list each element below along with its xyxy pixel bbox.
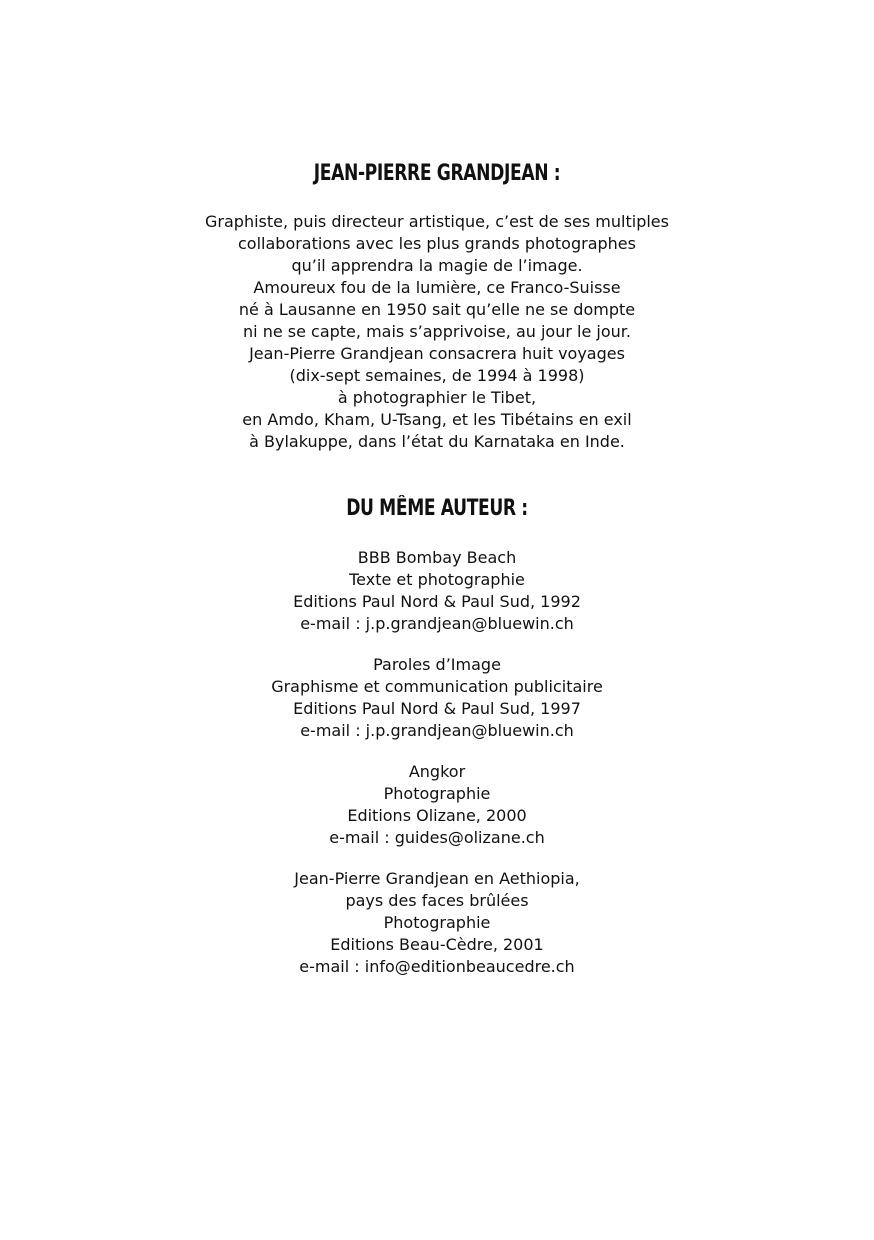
- book-genre: Photographie: [383, 913, 491, 932]
- book-entry-paroles-d-image: [0, 654, 874, 742]
- book-publisher: Editions Paul Nord & Paul Sud, 1997: [293, 699, 581, 718]
- book-subtitle: pays des faces brûlées: [345, 891, 529, 910]
- bio-line: collaborations avec les plus grands photographes: [238, 234, 636, 253]
- book-genre: Texte et photographie: [349, 570, 525, 589]
- bibliography-list: [0, 547, 874, 997]
- book-title: BBB Bombay Beach: [357, 548, 517, 567]
- book-title: Angkor: [408, 762, 466, 781]
- book-title: Paroles d’Image: [373, 655, 501, 674]
- bio-line: Jean-Pierre Grandjean consacrera huit voyages: [249, 344, 625, 363]
- bio-line: à Bylakuppe, dans l’état du Karnataka en Inde.: [249, 432, 625, 451]
- book-publisher: Editions Olizane, 2000: [347, 806, 527, 825]
- book-email: e-mail : j.p.grandjean@bluewin.ch: [300, 614, 574, 633]
- bio-line: à photographier le Tibet,: [337, 388, 537, 407]
- book-publisher: Editions Beau-Cèdre, 2001: [330, 935, 544, 954]
- book-entry-aethiopia: [0, 868, 874, 978]
- bio-line: né à Lausanne en 1950 sait qu’elle ne se dompte: [238, 300, 636, 319]
- book-title: Jean-Pierre Grandjean en Aethiopia,: [294, 869, 580, 888]
- author-biography: [0, 211, 874, 453]
- book-entry-angkor: [0, 761, 874, 849]
- bio-line: Amoureux fou de la lumière, ce Franco-Suisse: [253, 278, 621, 297]
- book-genre: Photographie: [383, 784, 491, 803]
- same-author-heading: DU MÊME AUTEUR :: [346, 496, 528, 521]
- book-email: e-mail : info@editionbeaucedre.ch: [299, 957, 575, 976]
- book-email: e-mail : guides@olizane.ch: [329, 828, 545, 847]
- book-publisher: Editions Paul Nord & Paul Sud, 1992: [293, 592, 581, 611]
- bio-line: qu’il apprendra la magie de l’image.: [291, 256, 583, 275]
- bio-line: en Amdo, Kham, U-Tsang, et les Tibétains en exil: [242, 410, 632, 429]
- book-email: e-mail : j.p.grandjean@bluewin.ch: [300, 721, 574, 740]
- book-entry-bombay-beach: [0, 547, 874, 635]
- bio-line: ni ne se capte, mais s’apprivoise, au jour le jour.: [243, 322, 631, 341]
- bio-line: (dix-sept semaines, de 1994 à 1998): [289, 366, 585, 385]
- book-genre: Graphisme et communication publicitaire: [271, 677, 603, 696]
- bio-line: Graphiste, puis directeur artistique, c’est de ses multiples: [205, 212, 669, 231]
- author-heading: JEAN-PIERRE GRANDJEAN :: [313, 161, 561, 186]
